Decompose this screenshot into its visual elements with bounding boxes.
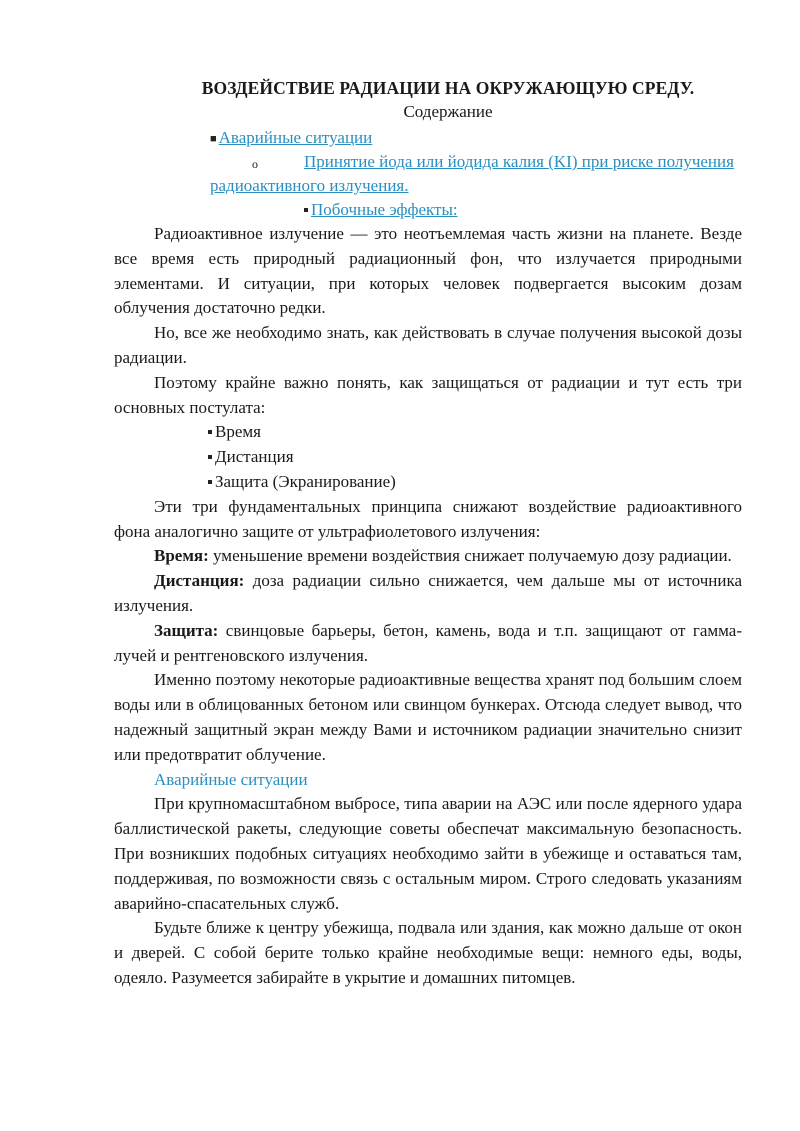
square-bullet-icon <box>208 430 212 434</box>
definition-protection <box>114 619 742 669</box>
section-heading-emergency: Аварийные ситуации <box>154 769 308 789</box>
square-bullet-icon <box>208 455 212 459</box>
definition-text: уменьшение времени воздействия снижает получаемую дозу радиации. <box>208 546 732 566</box>
toc-item-emergency <box>114 126 742 150</box>
paragraph-shielding: Именно поэтому некоторые радиоактивные вещества хранят под большим слоем воды или в облицованных бетоном или свинцом бункерах. Отсюда следует вывод, что надежный защитный экран между Вами и источником радиации значительно снизит или предотвратит облучение. <box>114 670 742 764</box>
list-item-distance <box>114 445 742 470</box>
paragraph-intro: Радиоактивное излучение — это неотъемлемая часть жизни на планете. Везде все время есть природный радиационный фон, что излучается природными элементами. И ситуации, при которых человек подвергается высоким дозам облучения достаточно редки. <box>114 224 742 318</box>
paragraph-principles: Эти три фундаментальных принципа снижают воздействие радиоактивного фона аналогично защите от ультрафиолетового излучения: <box>114 496 742 541</box>
toc-heading: Содержание <box>403 102 493 121</box>
definition-time <box>114 544 742 569</box>
toc-link-iodine[interactable]: Принятие йода или йодида калия (KI) при риске получения радиоактивного излучения. <box>210 152 734 195</box>
definition-text: доза радиации сильно снижается, чем дальше мы от источника излучения. <box>114 571 742 615</box>
list-item-label: Время <box>215 422 261 442</box>
paragraph-emergency-advice: При крупномасштабном выбросе, типа аварии на АЭС или после ядерного удара баллистической ракеты, следующие советы обеспечат максимальную безопасность. При возникших подобных ситуациях необходимо зайти в убежище и оставаться там, поддерживая, по возможности связь с остальным миром. Строго следовать указаниям аварийно-спасательных служб. <box>114 794 742 913</box>
definition-term: Защита: <box>154 620 219 640</box>
toc-link-emergency[interactable]: Аварийные ситуации <box>218 128 373 147</box>
list-item-label: Дистанция <box>215 447 294 467</box>
definition-distance <box>114 569 742 619</box>
paragraph-shelter: Будьте ближе к центру убежища, подвала или здания, как можно дальше от окон и дверей. С собой берите только крайне необходимые вещи: немного еды, воды, одеяло. Разумеется забирайте в укрытие и домашних питомцев. <box>114 918 742 987</box>
bullet-icon: ■ <box>210 133 217 146</box>
toc-link-side-effects[interactable]: Побочные эффекты: <box>311 200 458 219</box>
list-item-time <box>114 420 742 445</box>
toc-item-iodine <box>114 150 742 198</box>
square-bullet-icon <box>304 208 308 212</box>
definition-text: свинцовые барьеры, бетон, камень, вода и т.п. защищают от гамма-лучей и рентгеновского излучения. <box>114 620 742 665</box>
square-bullet-icon <box>208 480 212 484</box>
paragraph-know-how: Но, все же необходимо знать, как действовать в случае получения высокой дозы радиации. <box>114 323 742 367</box>
paragraph-postulates: Поэтому крайне важно понять, как защищаться от радиации и тут есть три основных постулата: <box>114 372 742 417</box>
definition-term: Время: <box>154 546 209 566</box>
toc-item-side-effects <box>114 198 742 222</box>
definition-term: Дистанция: <box>154 571 245 591</box>
document-title: ВОЗДЕЙСТВИЕ РАДИАЦИИ НА ОКРУЖАЮЩУЮ СРЕДУ. <box>201 78 695 98</box>
list-item-protection <box>114 470 742 495</box>
document-content <box>114 76 742 991</box>
list-item-label: Защита (Экранирование) <box>215 471 396 491</box>
circle-bullet-icon: o <box>252 157 258 171</box>
